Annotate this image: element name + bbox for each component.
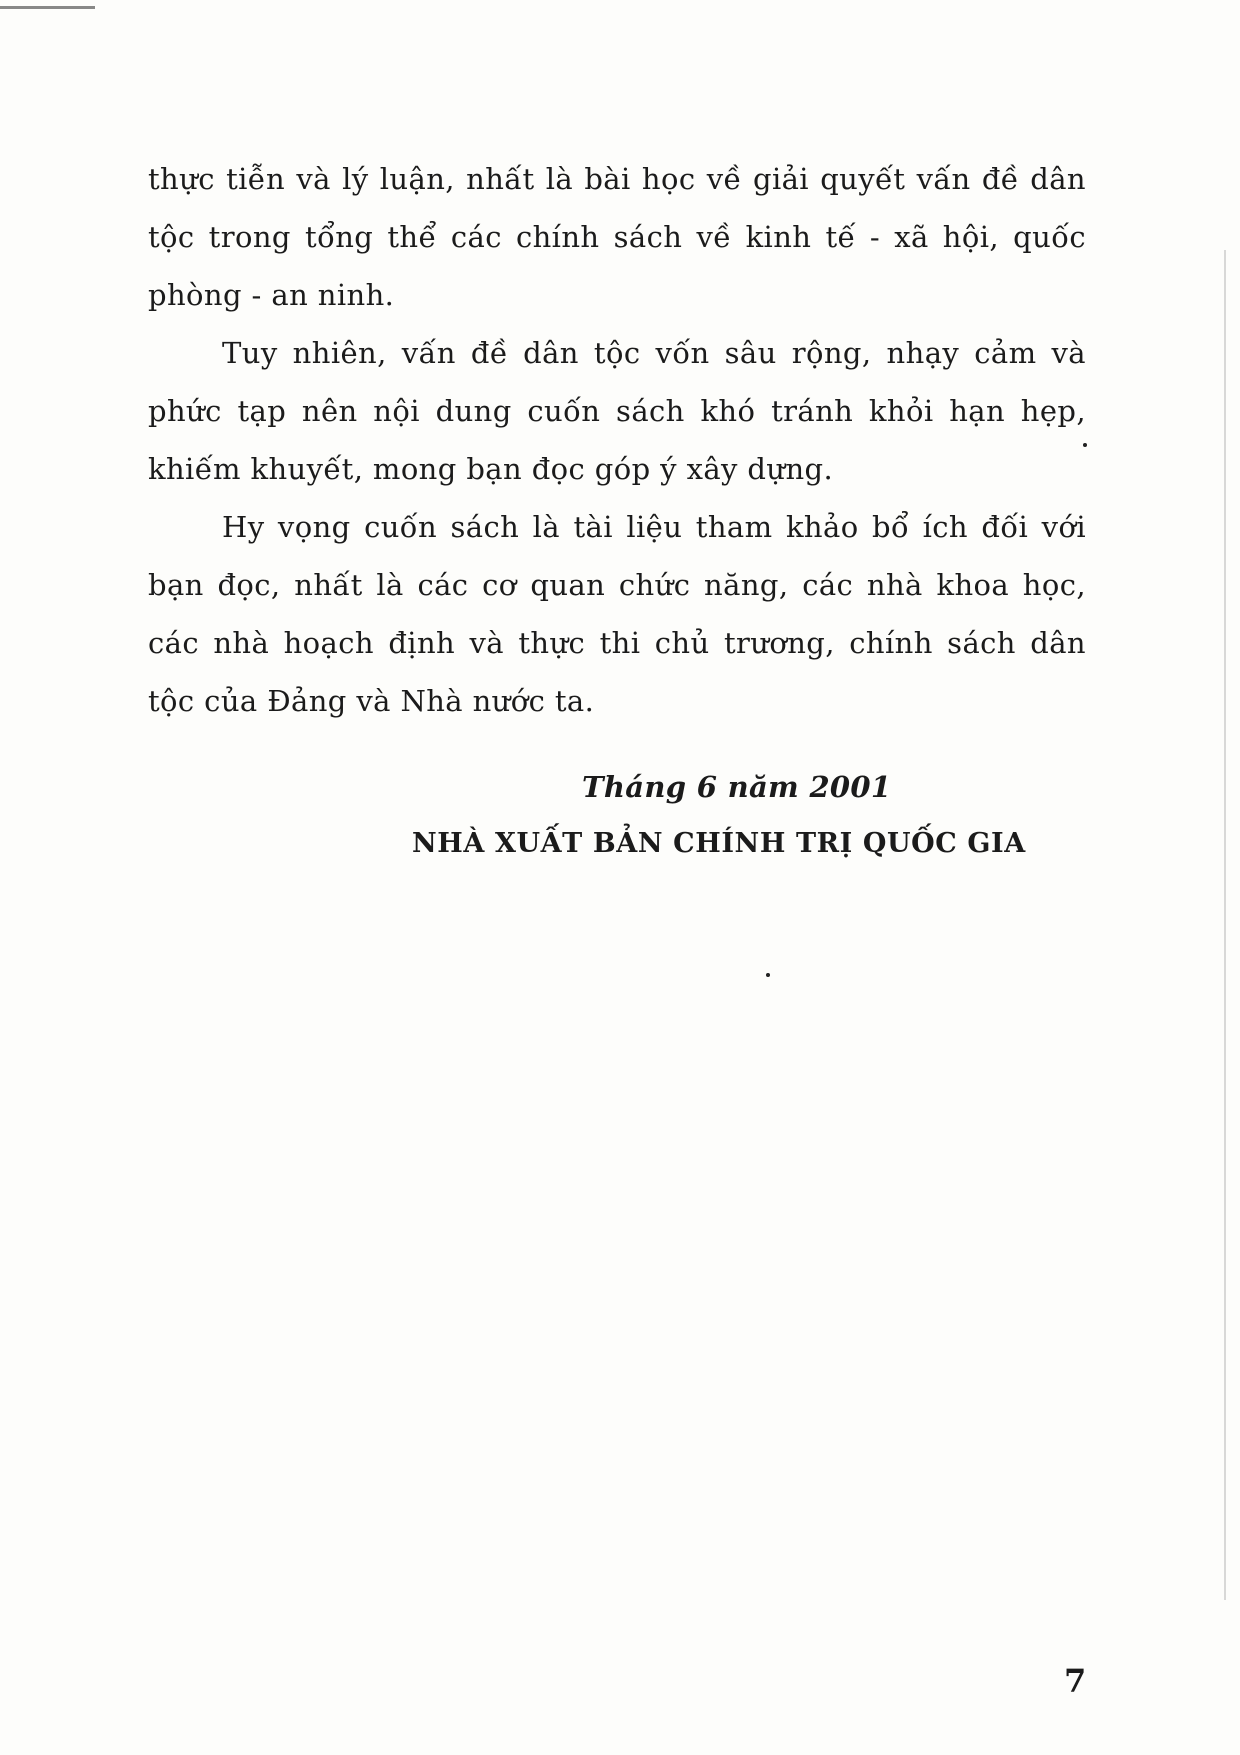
paragraph-1-line-3: phòng - an ninh. — [148, 278, 395, 312]
paragraph-1-line-1: thực tiễn và lý luận, nhất là bài học về giải quyết vấn đề dân — [148, 162, 1086, 196]
paragraph-3-line-3: các nhà hoạch định và thực thi chủ trương, chính sách dân — [148, 626, 1086, 660]
paragraph-1-line-2: tộc trong tổng thể các chính sách về kinh tế - xã hội, quốc — [148, 220, 1086, 254]
page-number: 7 — [1064, 1662, 1087, 1700]
paragraph-2-line-2: phức tạp nên nội dung cuốn sách khó tránh khỏi hạn hẹp, — [148, 394, 1086, 428]
paragraph-3-line-4: tộc của Đảng và Nhà nước ta. — [148, 684, 595, 718]
scan-edge-shadow — [1224, 250, 1226, 1600]
scan-edge-mark — [0, 6, 95, 9]
paragraph-2-line-1: Tuy nhiên, vấn đề dân tộc vốn sâu rộng, nhạy cảm và — [222, 336, 1086, 370]
body-text — [148, 150, 1086, 730]
scan-speck — [766, 973, 770, 977]
signature-publisher: NHÀ XUẤT BẢN CHÍNH TRỊ QUỐC GIA — [412, 828, 1026, 859]
paragraph-3-line-2: bạn đọc, nhất là các cơ quan chức năng, các nhà khoa học, — [148, 568, 1086, 602]
signature-date: Tháng 6 năm 2001 — [582, 770, 892, 804]
paragraph-2-line-3: khiếm khuyết, mong bạn đọc góp ý xây dựng. — [148, 452, 834, 486]
paragraph-3-line-1: Hy vọng cuốn sách là tài liệu tham khảo bổ ích đối với — [222, 510, 1086, 544]
